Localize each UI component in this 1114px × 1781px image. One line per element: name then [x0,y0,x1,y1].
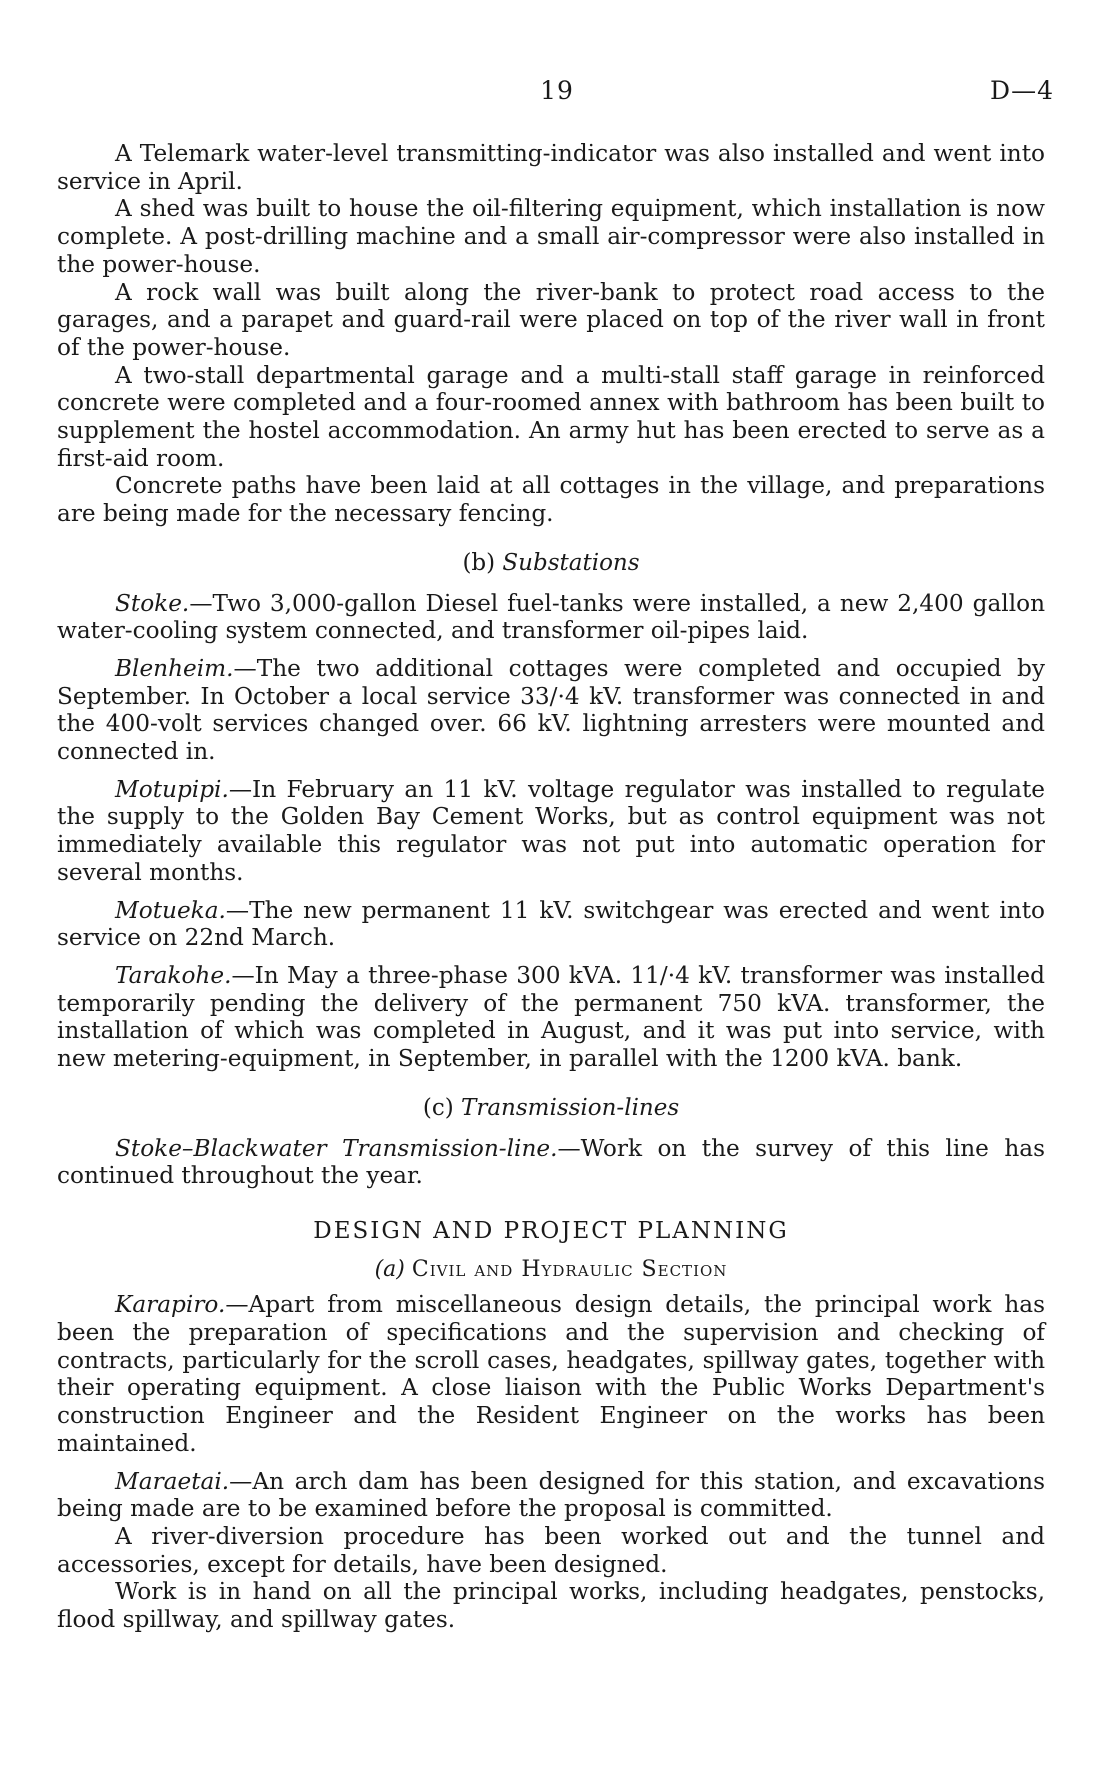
civil-hydraulic-heading [57,1256,1045,1284]
design-entry [57,1468,1045,1523]
entry-text: —The two additional cottages were completed and occupied by September. In October a local service 33/·4 kV. transformer was connected in and the 400-volt services changed over. 66 kV. lightning arresters were mounted and connected in. [57,654,1045,766]
heading-text: Civil and Hydraulic Section [411,1256,728,1282]
page-content [57,140,1045,1634]
design-entry [57,1291,1045,1457]
design-planning-heading: DESIGN AND PROJECT PLANNING [313,1217,789,1244]
entry-text: —In February an 11 kV. voltage regulator was installed to regulate the supply to the Golden Bay Cement Works, but as control equipment was not immediately available this regulator was not put into automatic operation for several months. [57,775,1045,886]
heading-prefix: (c) [422,1094,454,1121]
heading-text: Substations [502,549,640,576]
entry-text: —Two 3,000-gallon Diesel fuel-tanks were installed, a new 2,400 gallon water-cooling system connected, and transformer oil-pipes laid. [57,589,1045,645]
entry-lead: Blenheim. [115,654,234,682]
entry-lead: Motueka. [115,896,226,924]
entry-text: —The new permanent 11 kV. switchgear was erected and went into service on 22nd March. [57,896,1045,952]
entry-lead: Stoke–Blackwater Transmission-line. [115,1134,558,1162]
paragraph: A Telemark water-level transmitting-indicator was also installed and went into service in April. [57,140,1045,195]
substation-entry [57,655,1045,766]
paragraph: A rock wall was built along the river-bank to protect road access to the garages, and a parapet and guard-rail were placed on top of the river wall in front of the power-house. [57,278,1045,361]
paragraph: A two-stall departmental garage and a multi-stall staff garage in reinforced concrete were completed and a four-roomed annex with bathroom has been built to supplement the hostel accommodation. An army hut has been erected to serve as a first-aid room. [57,361,1045,472]
substation-entry [57,776,1045,887]
paragraph: Concrete paths have been laid at all cottages in the village, and preparations are being made for the necessary fencing. [57,472,1045,528]
entry-lead: Karapiro. [115,1291,226,1319]
document-reference: D—4 [990,76,1054,105]
paragraph: A shed was built to house the oil-filtering equipment, which installation is now complete. A post-drilling machine and a small air-compressor were also installed in the power-house. [57,195,1045,278]
entry-text: —An arch dam has been designed for this station, and excavations being made are to be examined before the proposal is committed. [57,1467,1045,1523]
entry-lead: Motupipi. [115,775,229,803]
transmission-entry [57,1135,1045,1190]
entry-lead: Tarakohe. [115,961,232,989]
transmission-heading [57,1095,1045,1123]
entry-text: —In May a three-phase 300 kVA. 11/·4 kV. transformer was installed temporarily pending the delivery of the permanent 750 kVA. transformer, the installation of which was completed in August, and it was put into service, with new metering-equipment, in September, in parallel with the 1200 kVA. bank. [57,961,1045,1073]
entry-lead: Maraetai. [115,1467,230,1495]
substation-entry [57,590,1045,645]
substations-heading [57,550,1045,578]
heading-text: Transmission-lines [460,1094,680,1121]
heading-prefix: (b) [462,549,496,576]
entry-text: —Apart from miscellaneous design details, the principal work has been the preparation of specifications and the supervision and checking of contracts, particularly for the scroll cases, headgates, spillway gates, together with their operating equipment. A close liaison with the Public Works Department's construction Engineer and the Resident Engineer on the works has been maintained. [57,1291,1045,1457]
substation-entry [57,897,1045,952]
page-number: 19 [540,76,574,105]
substation-entry [57,962,1045,1073]
entry-lead: Stoke. [115,589,190,617]
heading-prefix: (a) [374,1256,405,1282]
paragraph: Work is in hand on all the principal works, including headgates, penstocks, flood spillway, and spillway gates. [57,1578,1045,1634]
paragraph: A river-diversion procedure has been worked out and the tunnel and accessories, except for details, have been designed. [57,1522,1045,1578]
entry-text: —Work on the survey of this line has continued throughout the year. [57,1134,1045,1190]
